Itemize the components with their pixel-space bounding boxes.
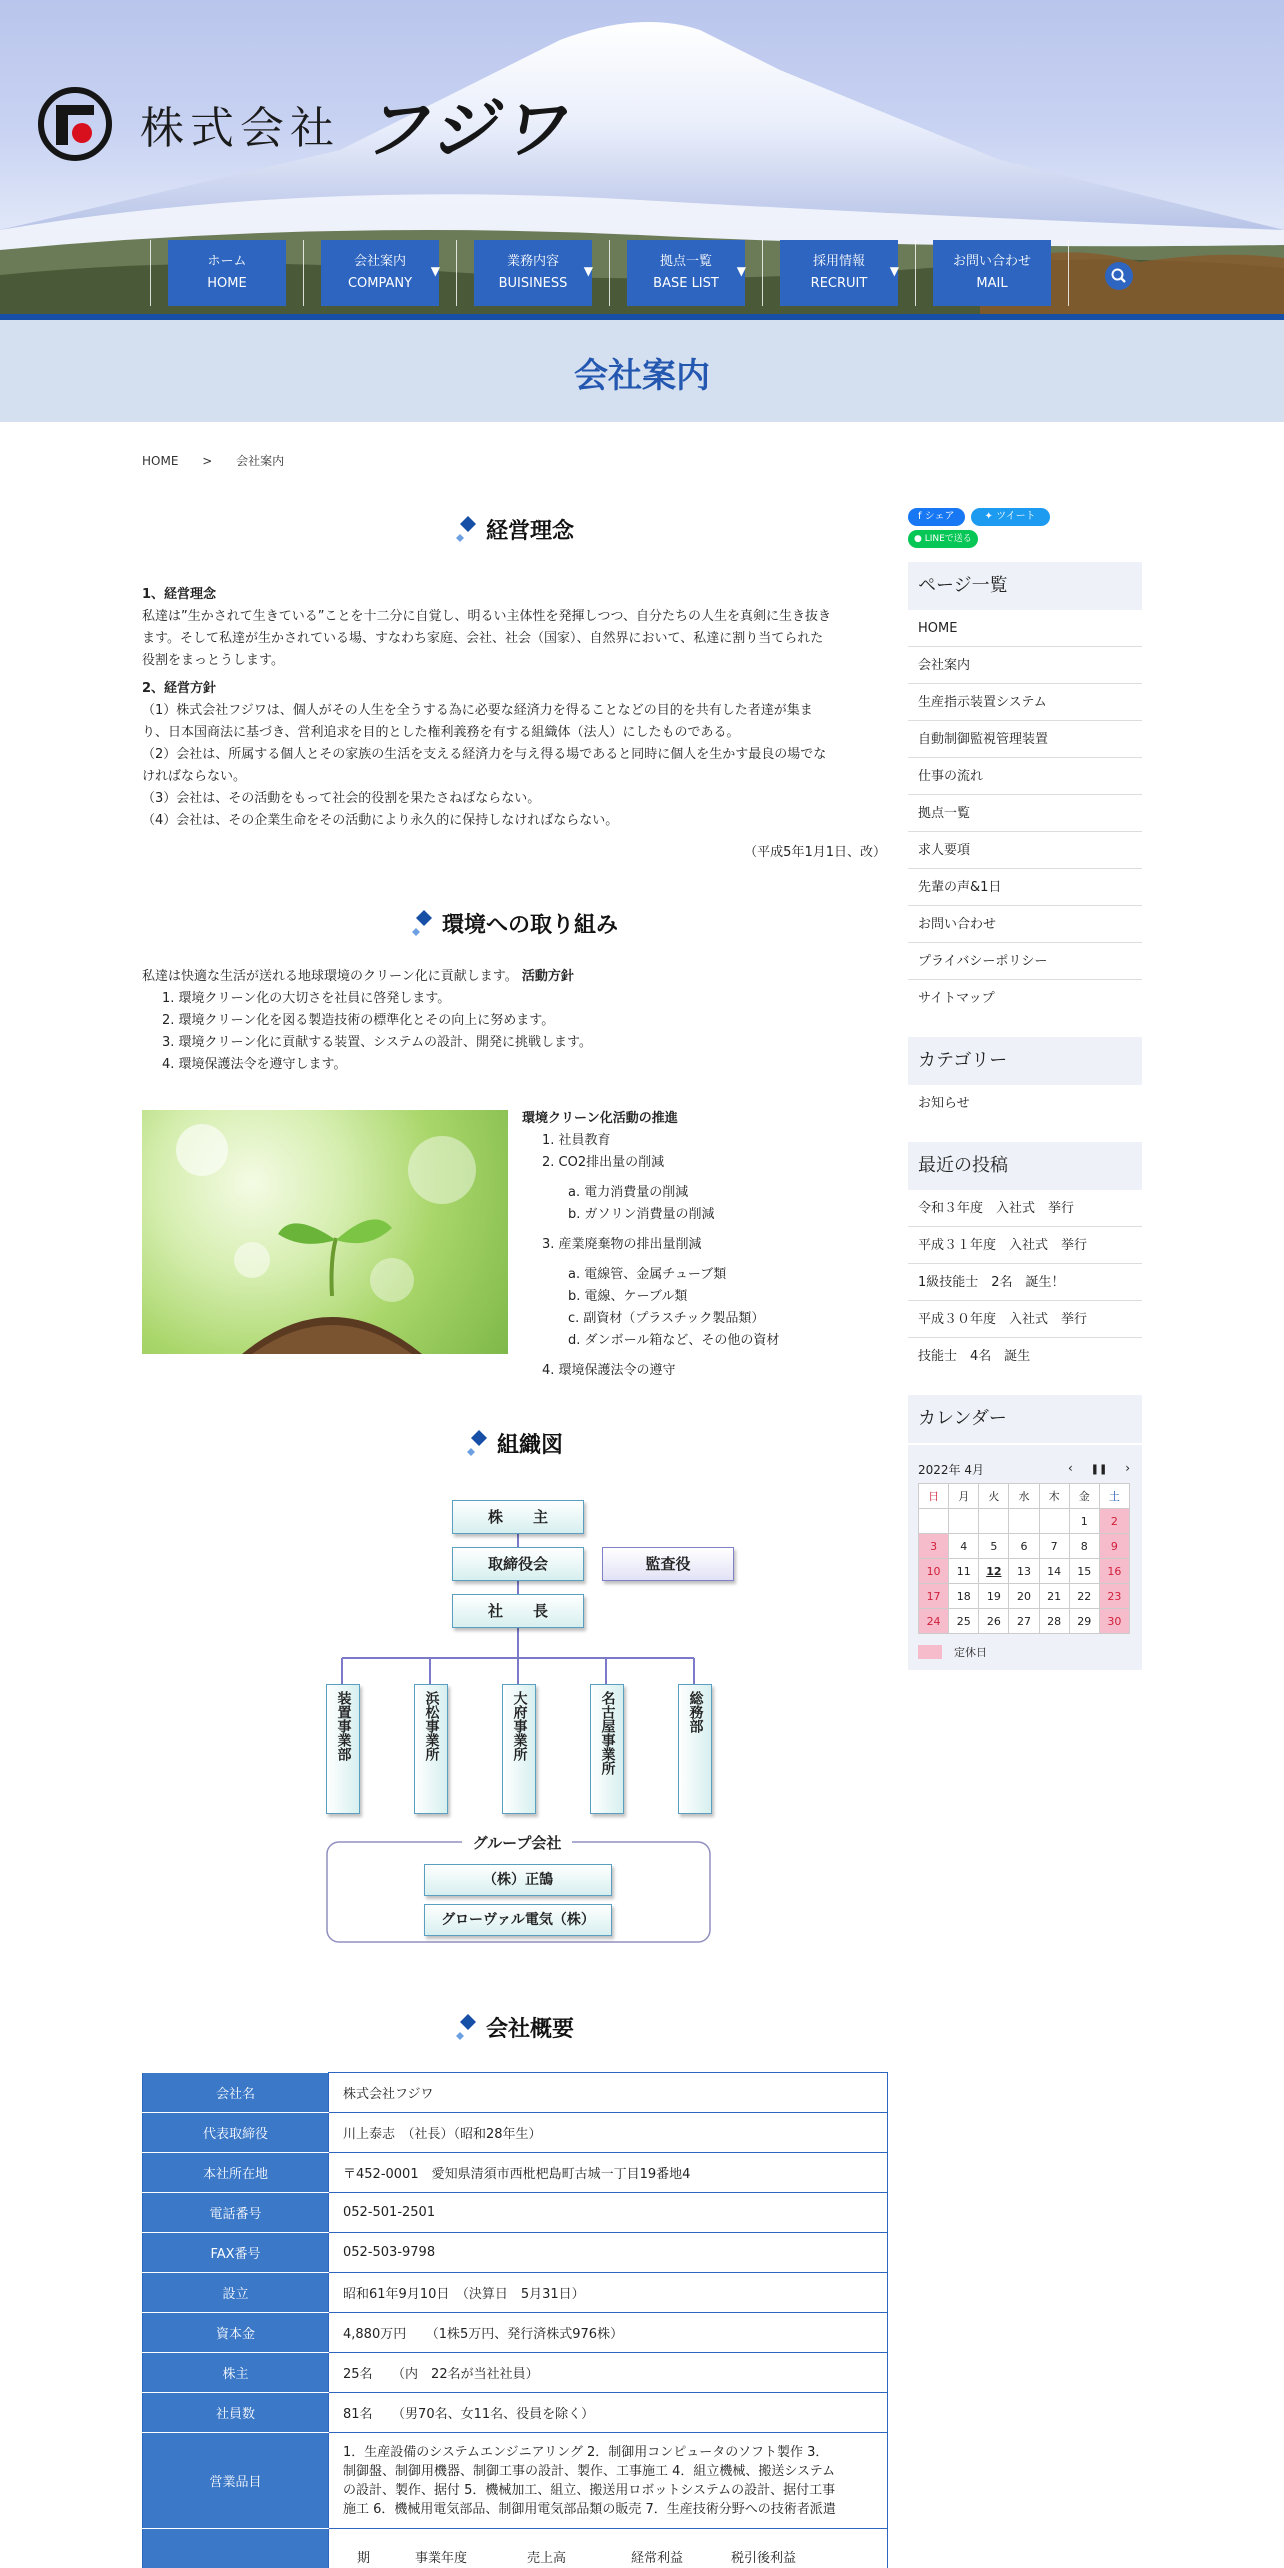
facebook-icon: f (918, 511, 925, 522)
revision-date: （平成5年1月1日、改） (744, 845, 886, 860)
calendar-day: 27 (1009, 1609, 1039, 1634)
calendar-day: 2 (1099, 1509, 1129, 1534)
policy-heading: 2、経営方針 (142, 681, 217, 696)
nav-label-jp: 拠点一覧 (659, 254, 712, 269)
page-link[interactable]: プライバシーポリシー (908, 943, 1142, 980)
weekday-label: 日 (919, 1484, 949, 1509)
row-key: 社員数 (143, 2393, 329, 2433)
nav-label-en: RECRUIT (810, 276, 868, 291)
calendar-day: 5 (979, 1534, 1009, 1559)
page-link[interactable]: 求人要項 (908, 832, 1142, 869)
fin-header: 期 (357, 2551, 371, 2566)
org-box-division (326, 1684, 360, 1814)
search-button[interactable] (1105, 262, 1133, 290)
calendar-day: 17 (919, 1584, 949, 1609)
activity-subitem: c. 副資材（プラスチック製品類） (568, 1311, 765, 1326)
table-row (143, 2073, 888, 2113)
holiday-swatch (918, 1645, 942, 1659)
calendar-grid (918, 1483, 1130, 1634)
nav-label-en: MAIL (976, 276, 1008, 291)
weekday-label: 金 (1069, 1484, 1099, 1509)
org-label: 名古屋事業所 (599, 1691, 616, 1775)
twitter-share-button[interactable] (971, 508, 1050, 526)
page-link[interactable]: 拠点一覧 (908, 795, 1142, 832)
sprout-photo (142, 1110, 508, 1354)
org-box-group-company (424, 1904, 612, 1936)
calendar-day: 14 (1039, 1559, 1069, 1584)
activity-subitem: a. 電力消費量の削減 (568, 1185, 689, 1200)
calendar-day (1039, 1509, 1069, 1534)
row-value: 〒452-0001 愛知県清須市西枇杷島町古城一丁目19番地4 (329, 2153, 888, 2193)
org-box-group-company (424, 1864, 612, 1896)
category-list (908, 1085, 1142, 1122)
row-key (143, 2529, 329, 2568)
nav-recruit[interactable] (763, 240, 915, 306)
org-label: グローヴァル電気（株） (441, 1912, 595, 1928)
products-text: 1．生産設備のシステムエンジニアリング 2．制御用コンピュータのソフト製作 3． (343, 2444, 829, 2460)
page-list (908, 610, 1142, 1017)
calendar-day: 11 (949, 1559, 979, 1584)
global-nav (150, 240, 1069, 306)
row-value: 株式会社フジワ (329, 2073, 888, 2113)
twitter-icon: ✦ (984, 511, 997, 522)
philosophy-text: 役割をまっとうします。 (142, 653, 284, 668)
site-header (0, 0, 1284, 320)
facebook-share-button[interactable] (908, 508, 965, 526)
row-key: 資本金 (143, 2313, 329, 2353)
calendar-day: 16 (1099, 1559, 1129, 1584)
products-cell (329, 2433, 888, 2529)
page-link[interactable]: 会社案内 (908, 647, 1142, 684)
calendar-day: 26 (979, 1609, 1009, 1634)
fin-header: 事業年度 (415, 2551, 468, 2566)
nav-label-jp: 会社案内 (353, 254, 406, 269)
weekday-label: 木 (1039, 1484, 1069, 1509)
share-label: シェア (924, 511, 955, 522)
nav-business[interactable] (457, 240, 609, 306)
section-heading-org (142, 1424, 886, 1468)
page-link[interactable]: 先輩の声&1日 (908, 869, 1142, 906)
calendar-day: 12 (979, 1559, 1009, 1584)
chevron-down-icon: ▼ (430, 264, 440, 278)
org-box-president (452, 1594, 584, 1628)
calendar-day: 21 (1039, 1584, 1069, 1609)
nav-company[interactable] (304, 240, 456, 306)
org-label: 株 主 (487, 1508, 548, 1526)
calendar-day: 19 (979, 1584, 1009, 1609)
calendar-day: 8 (1069, 1534, 1099, 1559)
row-key: 本社所在地 (143, 2153, 329, 2193)
company-overview-table (142, 2072, 888, 2568)
philosophy-heading: 1、経営理念 (142, 587, 217, 602)
calendar-day: 1 (1069, 1509, 1099, 1534)
chevron-down-icon: ▼ (889, 264, 899, 278)
calendar-day: 22 (1069, 1584, 1099, 1609)
calendar-month: 2022年 4月 (918, 1463, 984, 1477)
widget-title-pages: ページ一覧 (908, 562, 1142, 610)
section-heading-overview (142, 2008, 886, 2052)
environment-policy (142, 966, 886, 1076)
chevron-down-icon: ▼ (583, 264, 593, 278)
row-key: 会社名 (143, 2073, 329, 2113)
calendar-day: 20 (1009, 1584, 1039, 1609)
nav-label-jp: 採用情報 (812, 254, 865, 269)
diamond-icon (410, 910, 436, 942)
calendar-day: 15 (1069, 1559, 1099, 1584)
nav-home[interactable] (151, 240, 303, 306)
nav-label-en: COMPANY (347, 276, 413, 291)
policy-item: 3. 環境クリーン化に貢献する装置、システムの設計、開発に挑戦します。 (162, 1035, 592, 1050)
chevron-down-icon: ▼ (736, 264, 746, 278)
nav-mail[interactable] (916, 240, 1068, 306)
philosophy-body (142, 584, 886, 864)
line-label: LINEで送る (924, 534, 972, 544)
weekday-label: 火 (979, 1484, 1009, 1509)
policy-item: 1. 環境クリーン化の大切さを社員に啓発します。 (162, 991, 451, 1006)
row-key: 株主 (143, 2353, 329, 2393)
row-value: 25名 （内 22名が当社社員） (329, 2353, 888, 2393)
activity-subitem: a. 電線管、金属チューブ類 (568, 1267, 727, 1282)
diamond-icon (465, 1430, 491, 1462)
calendar-day: 24 (919, 1609, 949, 1634)
nav-label-jp: ホーム (207, 254, 247, 269)
table-row (143, 2433, 888, 2529)
calendar-day (1009, 1509, 1039, 1534)
calendar-day: 4 (949, 1534, 979, 1559)
nav-label-jp: お問い合わせ (952, 254, 1031, 269)
recent-post-link[interactable]: 技能士 4名 誕生 (918, 1349, 1031, 1364)
environment-policy-label: 活動方針 (521, 969, 574, 984)
calendar-day (979, 1509, 1009, 1534)
org-label: 監査役 (645, 1555, 691, 1573)
site-logo[interactable] (38, 76, 569, 171)
org-box-division (678, 1684, 712, 1814)
section-title: 環境への取り組み (441, 913, 618, 938)
nav-divider (1068, 240, 1069, 306)
section-title: 会社概要 (485, 2017, 574, 2042)
row-value: 昭和61年9月10日 （決算日 5月31日） (329, 2273, 888, 2313)
share-buttons (908, 508, 1142, 526)
next-month-icon[interactable]: › (1125, 1461, 1130, 1475)
clean-activity-list (522, 1108, 882, 1382)
widget-title-category: カテゴリー (908, 1037, 1142, 1085)
weekday-label: 水 (1009, 1484, 1039, 1509)
calendar-day: 3 (919, 1534, 949, 1559)
logo-company-type: 株式会社 (140, 102, 340, 154)
nav-base-list[interactable] (610, 240, 762, 306)
policy-item: 2. 環境クリーン化を図る製造技術の標準化とその向上に努めます。 (162, 1013, 555, 1028)
nav-label-en: HOME (207, 276, 247, 291)
org-box-division (414, 1684, 448, 1814)
widget-title-calendar: カレンダー (908, 1395, 1142, 1443)
page-link[interactable]: HOME (908, 610, 1142, 647)
org-label: 装置事業部 (335, 1691, 352, 1761)
calendar-week (919, 1559, 1130, 1584)
sidebar (908, 508, 1142, 1670)
recent-post-link[interactable]: 1級技能士 2名 誕生！ (908, 1264, 1142, 1301)
page-link[interactable]: 自動制御監視管理装置 (908, 721, 1142, 758)
table-row (143, 2193, 888, 2233)
calendar-day: 25 (949, 1609, 979, 1634)
weekday-label: 土 (1099, 1484, 1129, 1509)
section-heading-environment (142, 904, 886, 948)
section-title: 経営理念 (485, 519, 574, 544)
page-link[interactable]: サイトマップ (918, 991, 995, 1006)
table-row (143, 2233, 888, 2273)
calendar-weekdays (919, 1484, 1130, 1509)
breadcrumb (142, 452, 304, 469)
weekday-label: 月 (949, 1484, 979, 1509)
activity-subitem: d. ダンボール箱など、その他の資材 (568, 1333, 780, 1348)
widget-title-recent: 最近の投稿 (908, 1142, 1142, 1190)
org-label: （株）正鵠 (483, 1872, 553, 1888)
row-value: 川上泰志 （社長）（昭和28年生） (329, 2113, 888, 2153)
fin-header: 経常利益 (631, 2551, 684, 2566)
org-box-division (590, 1684, 624, 1814)
table-row (143, 2313, 888, 2353)
calendar-day: 30 (1099, 1609, 1129, 1634)
policy-text: （2）会社は、所属する個人とその家族の生活を支える経済力を与え得る場であると同時に個人を生かす最良の場でな (142, 747, 827, 762)
table-row (143, 2393, 888, 2433)
org-label: 大府事業所 (511, 1691, 528, 1761)
calendar-day (949, 1509, 979, 1534)
products-text: 施工 6．機械用電気部品、制御用電気部品類の販売 7．生産技術分野への技術者派遣 (343, 2501, 836, 2517)
row-value: 4,880万円 （1株5万円、発行済株式976株） (329, 2313, 888, 2353)
table-row (143, 2273, 888, 2313)
activity-item: 2. CO2排出量の削減 (542, 1155, 665, 1170)
products-text: の設計、製作、据付 5．機械加工、組立、搬送用ロボットシステムの設計、据付工事 (343, 2482, 836, 2498)
org-box-auditor (602, 1547, 734, 1581)
breadcrumb-separator: > (202, 454, 213, 468)
calendar-day: 23 (1099, 1584, 1129, 1609)
calendar-week (919, 1509, 1130, 1534)
policy-text: ければならない。 (142, 769, 247, 784)
org-box-board (452, 1547, 584, 1581)
table-row (143, 2153, 888, 2193)
products-text: 制御盤、制御用機器、制御工事の設計、製作、工事施工 4．組立機械、搬送システム (343, 2463, 836, 2479)
logo-mark-icon (38, 87, 112, 161)
org-label: 浜松事業所 (423, 1691, 440, 1761)
table-row (143, 2113, 888, 2153)
org-label: 社 長 (487, 1602, 548, 1620)
row-key: FAX番号 (143, 2233, 329, 2273)
pause-icon[interactable]: ❚❚ (1090, 1464, 1108, 1475)
nav-label-jp: 業務内容 (506, 254, 559, 269)
policy-text: り、日本国商法に基づき、営利追求を目的とした権利義務を有する組織体（法人）にしたものである。 (142, 725, 740, 740)
calendar-legend (918, 1644, 1130, 1660)
group-label: グループ会社 (462, 1832, 572, 1853)
org-label: 総務部 (687, 1691, 704, 1733)
calendar-day: 6 (1009, 1534, 1039, 1559)
policy-text: （4）会社は、その企業生命をその活動により永久的に保持しなければならない。 (142, 813, 619, 828)
page-link[interactable]: お問い合わせ (908, 906, 1142, 943)
calendar-widget (908, 1445, 1142, 1670)
calendar-day: 29 (1069, 1609, 1099, 1634)
org-box-shareholder (452, 1500, 584, 1534)
activity-subitem: b. ガソリン消費量の削減 (568, 1207, 715, 1222)
org-box-division (502, 1684, 536, 1814)
section-title: 組織図 (496, 1433, 563, 1458)
table-row (143, 2353, 888, 2393)
row-key: 代表取締役 (143, 2113, 329, 2153)
calendar-week (919, 1584, 1130, 1609)
activity-subitem: b. 電線、ケーブル類 (568, 1289, 688, 1304)
tweet-label: ツイート (996, 511, 1036, 522)
nav-label-en: BASE LIST (653, 276, 719, 291)
page-link[interactable]: 仕事の流れ (908, 758, 1142, 795)
row-key: 営業品目 (143, 2433, 329, 2529)
table-row (143, 2529, 888, 2568)
nav-label-en: BUISINESS (498, 276, 568, 291)
activity-item: 1. 社員教育 (542, 1133, 611, 1148)
policy-text: （3）会社は、その活動をもって社会的役割を果たさねばならない。 (142, 791, 541, 806)
recent-post-link[interactable]: 令和３年度 入社式 挙行 (908, 1190, 1142, 1227)
main-content (142, 500, 886, 1076)
diamond-icon (454, 2014, 480, 2046)
financials-header (329, 2529, 888, 2568)
row-key: 設立 (143, 2273, 329, 2313)
calendar-day: 18 (949, 1584, 979, 1609)
calendar-day: 9 (1099, 1534, 1129, 1559)
calendar-day: 28 (1039, 1609, 1069, 1634)
calendar-week (919, 1534, 1130, 1559)
fin-header: 税引後利益 (731, 2551, 797, 2566)
org-label: 取締役会 (487, 1555, 548, 1573)
line-icon: ● (914, 534, 925, 544)
recent-post-link[interactable]: 平成３０年度 入社式 挙行 (908, 1301, 1142, 1338)
policy-item: 4. 環境保護法令を遵守します。 (162, 1057, 347, 1072)
row-value: 052-503-9798 (329, 2233, 888, 2273)
sprout-image (142, 1110, 508, 1354)
calendar-header (918, 1461, 1130, 1483)
fin-header: 売上高 (527, 2551, 567, 2566)
row-value: 81名 （男70名、女11名、役員を除く） (329, 2393, 888, 2433)
activity-item: 4. 環境保護法令の遵守 (542, 1363, 676, 1378)
section-heading-philosophy (142, 510, 886, 554)
recent-post-link[interactable]: 平成３１年度 入社式 挙行 (908, 1227, 1142, 1264)
category-link[interactable]: お知らせ (918, 1096, 970, 1111)
activity-item: 3. 産業廃棄物の排出量削減 (542, 1237, 702, 1252)
legend-label: 定休日 (954, 1646, 987, 1659)
breadcrumb-home[interactable]: HOME (142, 454, 179, 468)
calendar-day: 10 (919, 1559, 949, 1584)
search-icon (1105, 262, 1133, 290)
row-key: 電話番号 (143, 2193, 329, 2233)
share-buttons-row2 (908, 530, 1142, 548)
calendar-day (919, 1509, 949, 1534)
line-share-button[interactable] (908, 530, 978, 548)
logo-company-name: フジワ (362, 90, 570, 168)
activity-title: 環境クリーン化活動の推進 (522, 1111, 678, 1126)
philosophy-text: ます。そして私達が生かされている場、すなわち家庭、会社、社会（国家）、自然界において、私達に割り当てられた (142, 631, 824, 646)
policy-text: （1）株式会社フジワは、個人がその人生を全うする為に必要な経済力を得ることなどの目的を共有した者達が集ま (142, 703, 813, 718)
breadcrumb-current: 会社案内 (236, 454, 285, 468)
philosophy-text: 私達は”生かされて生きている”ことを十二分に自覚し、明るい主体性を発揮しつつ、自分たちの人生を真剣に生き抜き (142, 609, 831, 624)
calendar-week (919, 1609, 1130, 1634)
page-title: 会社案内 (574, 356, 710, 396)
diamond-icon (454, 516, 480, 548)
row-value: 052-501-2501 (329, 2193, 888, 2233)
prev-month-icon[interactable]: ‹ (1067, 1461, 1073, 1475)
calendar-day: 7 (1039, 1534, 1069, 1559)
page-link[interactable]: 生産指示装置システム (908, 684, 1142, 721)
environment-intro: 私達は快適な生活が送れる地球環境のクリーン化に貢献します。 (142, 969, 518, 984)
calendar-day: 13 (1009, 1559, 1039, 1584)
recent-posts-list (908, 1190, 1142, 1375)
